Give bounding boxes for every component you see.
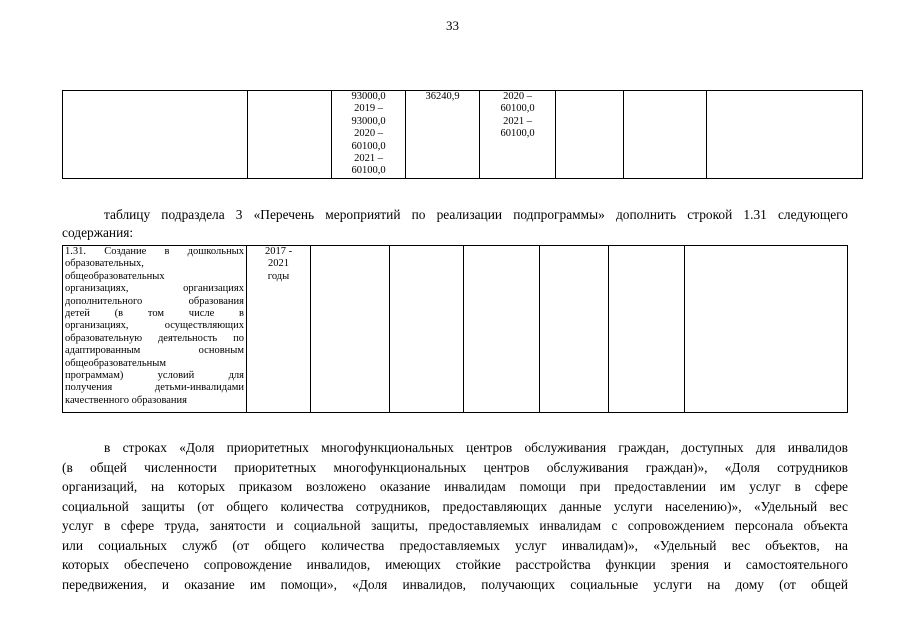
table-cell — [63, 91, 248, 179]
table-row — [63, 91, 863, 179]
cell-line: программам) условий для — [65, 370, 244, 382]
table-cell — [609, 246, 685, 413]
continuation-table — [62, 90, 863, 179]
text-line: таблицу подраздела 3 «Перечень мероприятий по реализации подпрограммы» дополнить строкой 1.31 следующего — [104, 207, 848, 222]
cell-line: 60100,0 — [500, 103, 535, 115]
table-cell — [464, 246, 540, 413]
text-line: которых обеспечено сопровождение инвалидов, имеющих стойкие расстройства функции зрения и самостоятельного — [62, 557, 848, 572]
cell-line: детей (в том числе в — [65, 308, 244, 320]
table-cell — [707, 91, 863, 179]
text-line: передвижения, и оказание им помощи», «Доля инвалидов, получающих социальные услуги на дому (от общей — [62, 576, 848, 592]
text-line: (в общей численности приоритетных многофункциональных центров обслуживания граждан)», «Доля сотрудников — [62, 459, 848, 475]
funding-by-year-cell — [480, 91, 556, 179]
period-cell — [247, 246, 311, 413]
table-cell — [311, 246, 390, 413]
cell-line: образовательную деятельность по — [65, 332, 244, 344]
table-cell — [624, 91, 707, 179]
cell-line: 1.31. Создание в дошкольных — [65, 246, 244, 257]
cell-line: 2021 – — [354, 153, 383, 165]
table-cell — [540, 246, 609, 413]
table-cell — [248, 91, 332, 179]
cell-line: дополнительного образования — [65, 295, 244, 307]
cell-line: 2017 - — [264, 246, 293, 257]
body-paragraph — [62, 438, 848, 594]
cell-line: 2021 — [268, 258, 289, 270]
text-line: или социальных служб (от общего количества предоставляемых услуг инвалидам)», «Удельный вес объектов, на — [62, 537, 848, 553]
cell-line: 2020 – — [354, 128, 383, 140]
cell-line: организациях, организациях — [65, 283, 244, 295]
text-line: услуг в сфере труда, занятости и социальной защиты, предоставляемых инвалидам с сопровождением персонала объекта — [62, 518, 848, 533]
funding-by-year-cell — [332, 91, 406, 179]
cell-line: организациях, осуществляющих — [65, 320, 244, 332]
text-line: социальной защиты (от общего количества сотрудников, предоставляющих данные услуги населению)», «Удельный вес — [62, 498, 848, 514]
cell-line: 60100,0 — [351, 140, 386, 152]
cell-line: качественного образования — [65, 394, 187, 406]
cell-line: общеобразовательным — [65, 357, 166, 369]
table-cell — [556, 91, 624, 179]
table-cell — [390, 246, 464, 413]
page-number: 33 — [446, 18, 459, 33]
intro-text — [62, 206, 848, 242]
cell-line: получения детьми-инвалидами — [65, 382, 244, 394]
text-line: организаций, на которых приказом возложено оказание инвалидам помощи при предоставлении им услуг в сфере — [62, 479, 848, 494]
cell-line: 93000,0 — [351, 115, 386, 127]
cell-line: адаптированным основным — [65, 345, 244, 357]
text-line: содержания: — [62, 225, 134, 240]
cell-line: общеобразовательных — [65, 270, 165, 282]
activity-description-cell — [63, 246, 247, 413]
cell-line: 93000,0 — [351, 91, 386, 102]
cell-line: 60100,0 — [500, 128, 535, 140]
cell-line: годы — [267, 270, 290, 282]
cell-line: 60100,0 — [351, 165, 386, 177]
activities-table — [62, 245, 848, 413]
table-row — [63, 246, 848, 413]
table-cell — [685, 246, 848, 413]
cell-line: образовательных, — [65, 258, 144, 270]
cell-line: 2021 – — [503, 115, 532, 127]
amount-cell: 36240,9 — [406, 91, 480, 179]
cell-line: 2020 – — [503, 91, 532, 102]
text-line: в строках «Доля приоритетных многофункциональных центров обслуживания граждан, доступных для инвалидов — [104, 440, 848, 455]
cell-line: 2019 – — [354, 103, 383, 115]
